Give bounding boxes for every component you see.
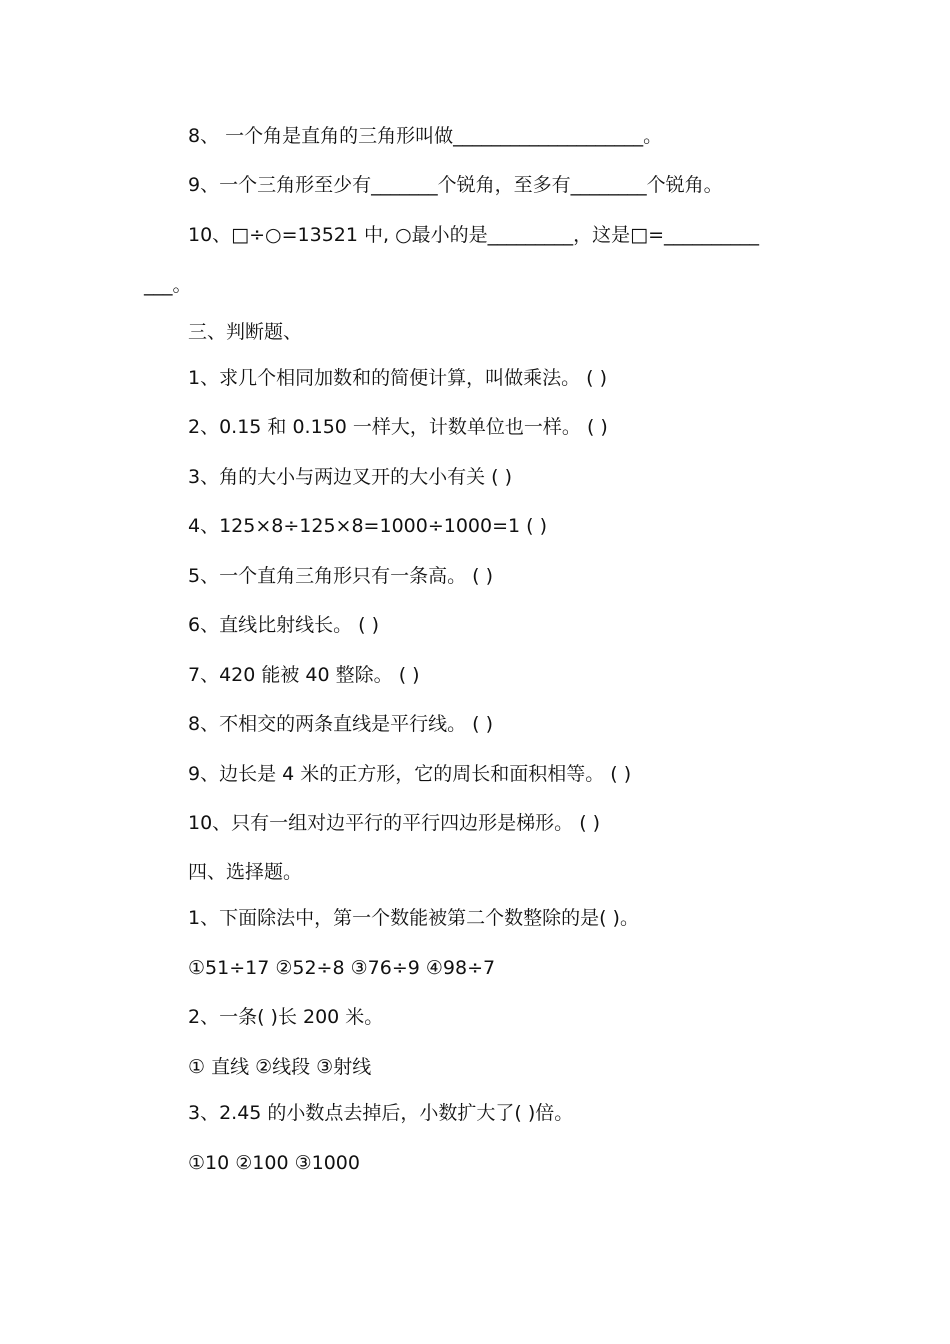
fill-blank-question-10: 10、□÷○=13521 中, ○最小的是_________，这是□=__________ <box>188 224 760 246</box>
true-false-question-2: 2、0.15 和 0.150 一样大，计数单位也一样。 ( ) <box>188 416 608 438</box>
true-false-question-3: 3、角的大小与两边叉开的大小有关 ( ) <box>188 466 512 488</box>
true-false-question-8: 8、不相交的两条直线是平行线。 ( ) <box>188 713 493 735</box>
choice-question-2-options: ① 直线 ②线段 ③射线 <box>188 1056 372 1078</box>
fill-blank-question-10-continuation: ___。 <box>144 274 192 296</box>
fill-blank-question-9: 9、一个三角形至少有_______个锐角，至多有________个锐角。 <box>188 174 723 196</box>
true-false-question-6: 6、直线比射线长。 ( ) <box>188 614 379 636</box>
section-heading-multiple-choice: 四、选择题。 <box>188 861 303 883</box>
choice-question-3: 3、2.45 的小数点去掉后，小数扩大了( )倍。 <box>188 1102 574 1124</box>
true-false-question-9: 9、边长是 4 米的正方形，它的周长和面积相等。 ( ) <box>188 763 632 785</box>
true-false-question-10: 10、只有一组对边平行的平行四边形是梯形。 ( ) <box>188 812 601 834</box>
section-heading-true-false: 三、判断题、 <box>188 321 303 343</box>
true-false-question-1: 1、求几个相同加数和的简便计算，叫做乘法。 ( ) <box>188 367 607 389</box>
choice-question-1: 1、下面除法中，第一个数能被第二个数整除的是( )。 <box>188 907 639 929</box>
choice-question-3-options: ①10 ②100 ③1000 <box>188 1152 360 1174</box>
fill-blank-question-8: 8、 一个角是直角的三角形叫做____________________。 <box>188 125 663 147</box>
true-false-question-4: 4、125×8÷125×8=1000÷1000=1 ( ) <box>188 515 548 537</box>
choice-question-2: 2、一条( )长 200 米。 <box>188 1006 384 1028</box>
true-false-question-5: 5、一个直角三角形只有一条高。 ( ) <box>188 565 493 587</box>
true-false-question-7: 7、420 能被 40 整除。 ( ) <box>188 664 420 686</box>
choice-question-1-options: ①51÷17 ②52÷8 ③76÷9 ④98÷7 <box>188 957 496 979</box>
